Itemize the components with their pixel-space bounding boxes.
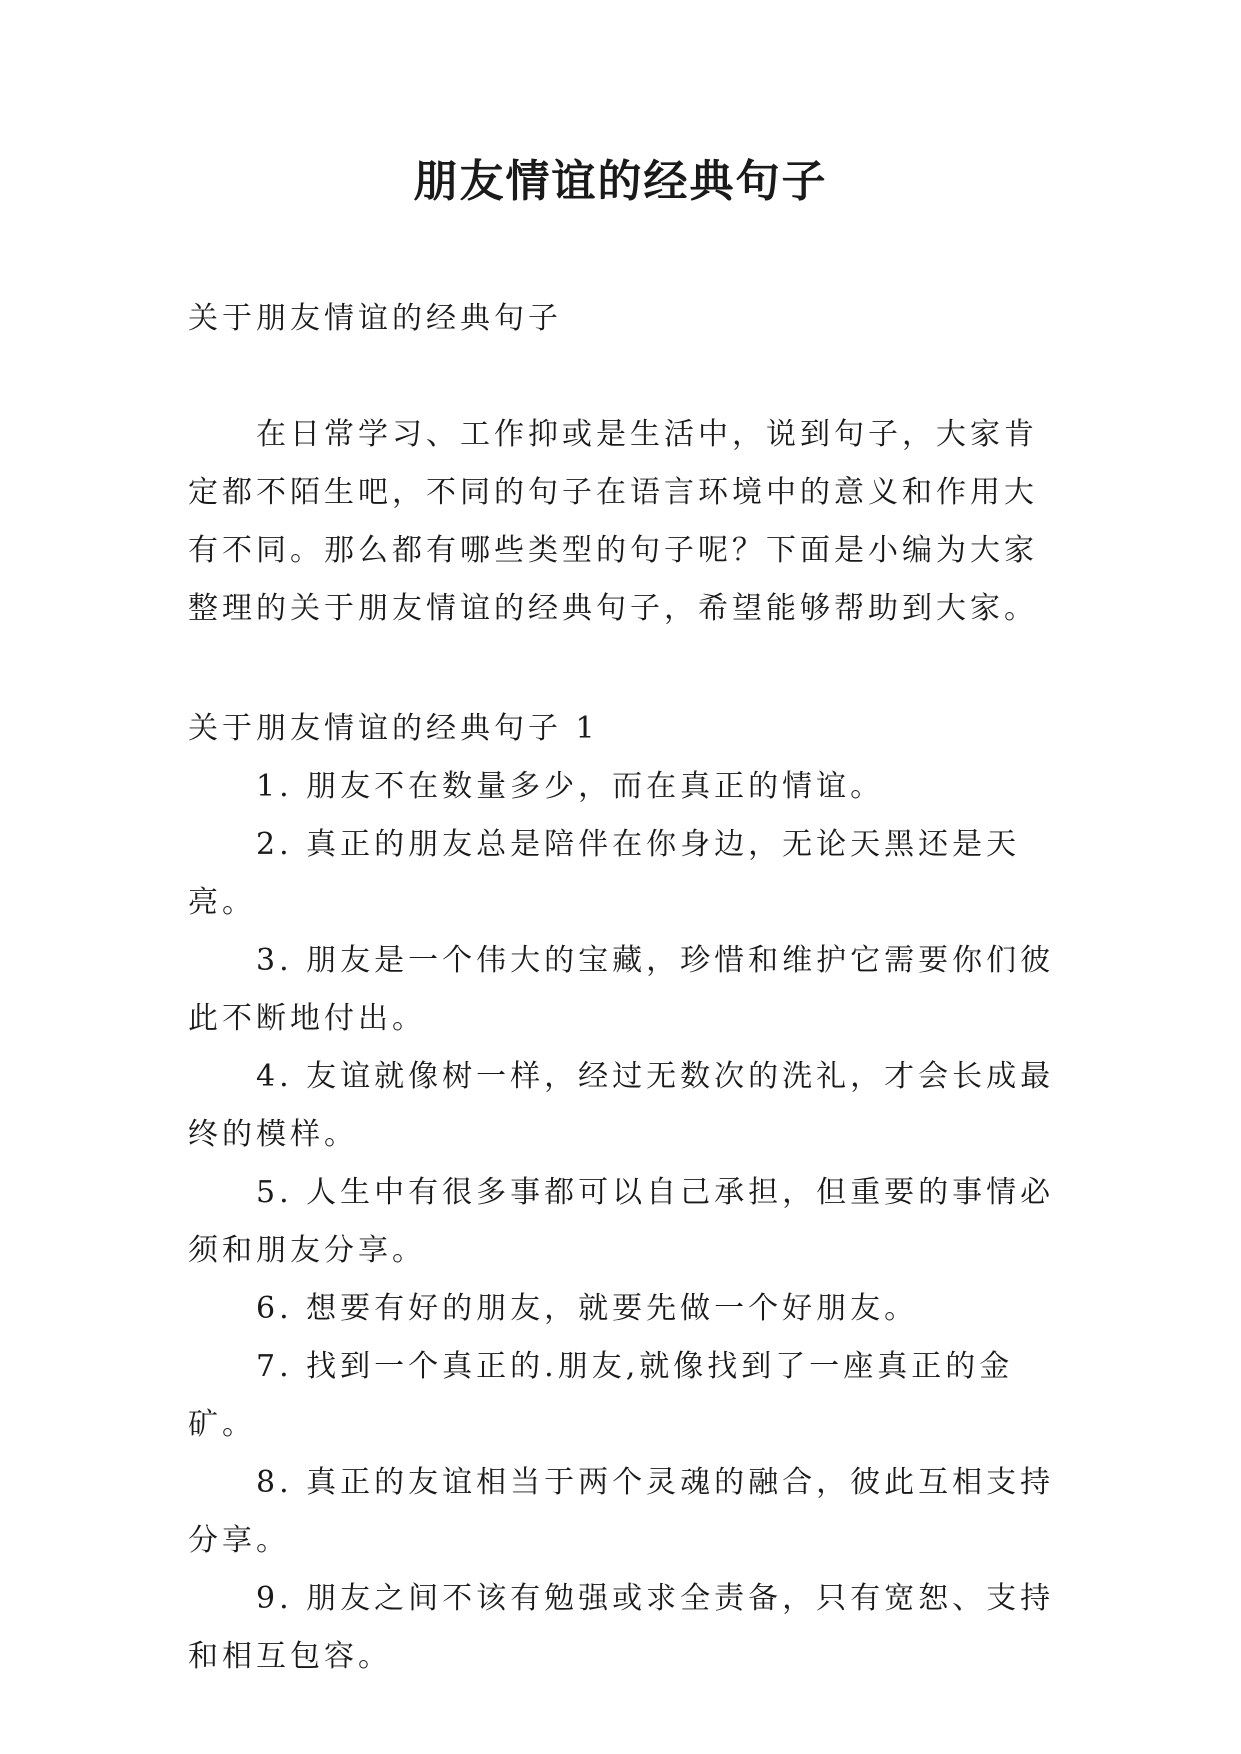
quote-item: 6. 想要有好的朋友，就要先做一个好朋友。 xyxy=(256,1291,919,1326)
quote-item: 9. 朋友之间不该有勉强或求全责备，只有宽恕、支持和相互包容。 xyxy=(188,1581,1055,1674)
quote-item: 8. 真正的友谊相当于两个灵魂的融合，彼此互相支持分享。 xyxy=(188,1465,1055,1558)
quote-item: 7. 找到一个真正的.朋友,就像找到了一座真正的金矿。 xyxy=(188,1349,1014,1442)
quote-item: 2. 真正的朋友总是陪伴在你身边，无论天黑还是天亮。 xyxy=(188,827,1021,920)
quote-item: 3. 朋友是一个伟大的宝藏，珍惜和维护它需要你们彼此不断地付出。 xyxy=(188,943,1055,1036)
section-heading: 关于朋友情谊的经典句子 1 xyxy=(188,711,599,746)
document-subtitle: 关于朋友情谊的经典句子 xyxy=(188,301,562,336)
document-title: 朋友情谊的经典句子 xyxy=(413,156,828,207)
quotes-section xyxy=(188,700,1068,1686)
quote-item: 1. 朋友不在数量多少，而在真正的情谊。 xyxy=(256,769,885,804)
intro-paragraph: 在日常学习、工作抑或是生活中，说到句子，大家肯定都不陌生吧，不同的句子在语言环境中的意义和作用大有不同。那么都有哪些类型的句子呢？下面是小编为大家整理的关于朋友情谊的经典句子，希望能够帮助到大家。 xyxy=(188,417,1038,626)
quote-item: 5. 人生中有很多事都可以自己承担，但重要的事情必须和朋友分享。 xyxy=(188,1175,1055,1268)
quote-item: 4. 友谊就像树一样，经过无数次的洗礼，才会长成最终的模样。 xyxy=(188,1059,1055,1152)
